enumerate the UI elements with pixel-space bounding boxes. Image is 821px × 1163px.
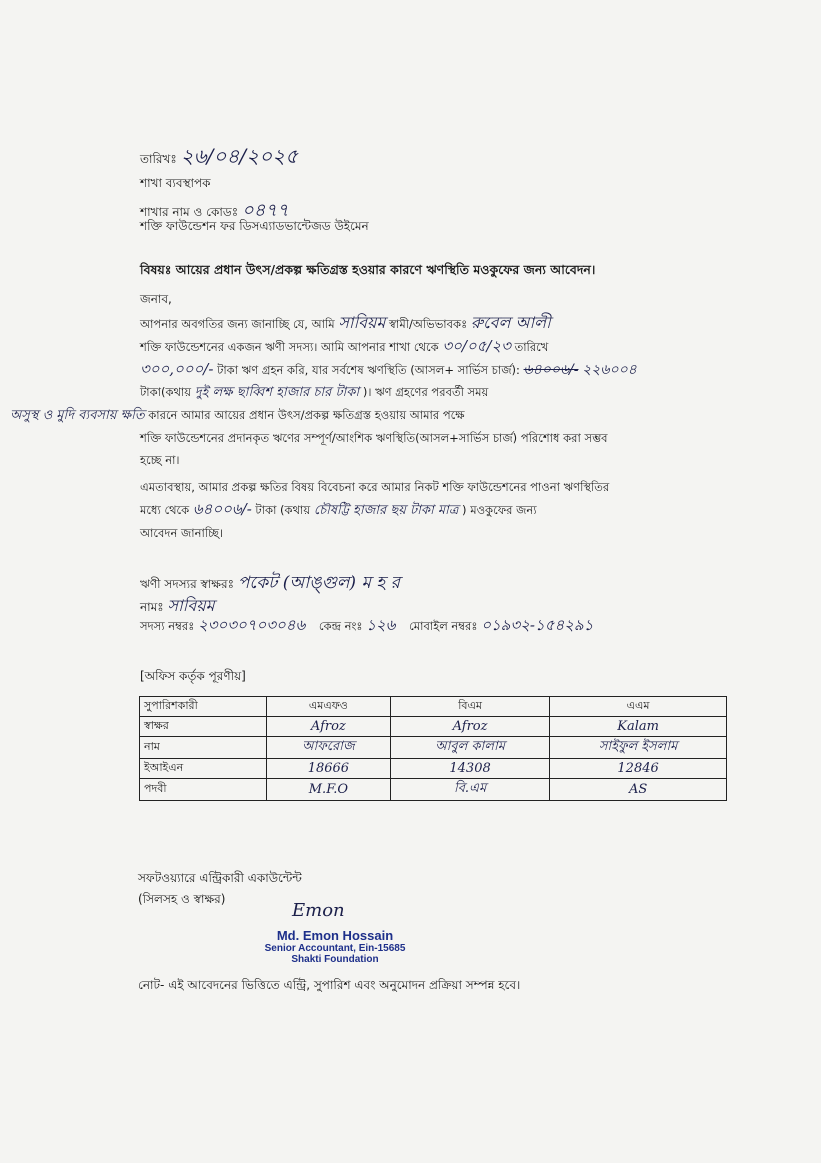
p2-text-b: মধ্যে থেকে — [140, 503, 190, 517]
branch-code: ০৪৭৭ — [241, 200, 289, 221]
p1-text-d: তারিখে — [514, 340, 549, 354]
row-label: ইআইএন — [140, 759, 267, 779]
member-name-handwritten: সাবিয়ম — [338, 313, 386, 332]
table-row — [140, 737, 727, 759]
table-header-row — [140, 697, 727, 717]
center-label: কেন্দ্র নংঃ — [318, 619, 363, 633]
outstanding-corrected: ২২৬০০৪ — [582, 362, 637, 378]
addressee-title: শাখা ব্যবস্থাপক — [140, 176, 211, 190]
loan-date-handwritten: ৩০/০৫/২৩ — [442, 337, 511, 355]
signature-cell: Afroz — [390, 717, 549, 737]
office-table — [139, 696, 727, 801]
center-number: ১২৬ — [366, 616, 396, 634]
designation-cell: M.F.O — [266, 779, 390, 801]
p1-text-h: কারনে আমার আয়ের প্রধান উৎস/প্রকল্প ক্ষতিগ্রস্ত হওয়ায় আমার পক্ষে — [148, 408, 465, 422]
org-name: শক্তি ফাউন্ডেশন ফর ডিসএ্যাডভান্টেজড উইমেন — [140, 219, 369, 233]
body-paragraph-1 — [10, 312, 730, 471]
waive-words-handwritten: চৌষট্টি হাজার ছয় টাকা মাত্র — [313, 503, 459, 518]
table-row — [140, 717, 727, 737]
accountant-signature: Emon — [292, 900, 345, 921]
designation-cell: AS — [550, 779, 727, 801]
row-label: নাম — [140, 737, 267, 759]
p2-text-c: টাকা (কথায় — [255, 503, 311, 517]
p1-text-f: টাকা(কথায় — [140, 385, 192, 399]
waive-amount-handwritten: ৬৪০০৬/- — [192, 500, 252, 518]
p1-text-j: হচ্ছে না। — [140, 453, 180, 467]
p1-text-b: স্বামী/অভিভাবকঃ — [389, 317, 468, 331]
designation-cell: বি.এম — [390, 779, 549, 801]
member-info-line — [140, 614, 593, 639]
loan-amount-handwritten: ৩০০,০০০/- — [140, 360, 214, 378]
mobile-number: ০১৯৩২-১৫৪২৯১ — [481, 616, 594, 634]
row-label: পদবী — [140, 779, 267, 801]
table-row — [140, 759, 727, 779]
ein-cell: 18666 — [266, 759, 390, 779]
subject-line: বিষয়ঃ আয়ের প্রধান উৎস/প্রকল্প ক্ষতিগ্রস্ত হওয়ার কারণে ঋণস্থিতি মওকুফের জন্য আবেদন। — [140, 262, 596, 277]
table-header-cell: বিএম — [390, 697, 549, 717]
p2-text-d: ) মওকুফের জন্য — [462, 503, 537, 517]
member-sign-label: ঋণী সদস্যর স্বাক্ষরঃ — [140, 577, 234, 591]
stamp-org: Shakti Foundation — [291, 954, 379, 965]
table-header-cell: এএম — [550, 697, 727, 717]
name-cell: আবুল কালাম — [390, 737, 549, 759]
accountant-stamp — [240, 928, 430, 965]
ein-cell: 12846 — [550, 759, 727, 779]
date-line — [140, 142, 298, 175]
body-paragraph-2 — [140, 476, 730, 544]
p1-text-i: শক্তি ফাউন্ডেশনের প্রদানকৃত ঋণের সম্পূর্ণ/আংশিক ঋণস্থিতি(আসল+সার্ভিস চার্জ) পরিশোধ করা সম্ভব — [140, 431, 608, 445]
ein-cell: 14308 — [390, 759, 549, 779]
accountant-title: সফটওয়্যারে এন্ট্রিকারী একাউন্টেন্ট — [138, 871, 302, 885]
member-number: ২৩০৩০৭০৩০৪৬ — [197, 616, 306, 634]
signature-cell: Kalam — [550, 717, 727, 737]
member-signature: পকেট (আঙ্গুল) ম হ র — [237, 573, 400, 593]
date-value: ২৬/০৪/২০২৫ — [180, 144, 299, 168]
outstanding-words: দুই লক্ষ ছাব্বিশ হাজার চার টাকা — [194, 385, 360, 400]
table-header-cell: এমএফও — [266, 697, 390, 717]
branch-label: শাখার নাম ও কোডঃ — [140, 205, 239, 219]
p1-text-g: )। ঋণ গ্রহণের পরবর্তী সময় — [362, 385, 489, 399]
p2-text-a: এমতাবস্থায়, আমার প্রকল্প ক্ষতির বিষয় বিবেচনা করে আমার নিকট শক্তি ফাউন্ডেশনের পাওনা ঋণস্থিতির — [140, 480, 610, 494]
member-name: সাবিয়ম — [167, 596, 215, 615]
footer-note: নোট- এই আবেদনের ভিত্তিতে এন্ট্রি, সুপারিশ এবং অনুমোদন প্রক্রিয়া সম্পন্ন হবে। — [138, 978, 521, 992]
stamp-name: Md. Emon Hossain — [276, 928, 394, 943]
p1-text-e: টাকা ঋণ গ্রহন করি, যার সর্বশেষ ঋণস্থিতি (আসল+ সার্ভিস চার্জ): — [217, 363, 520, 377]
signature-cell: Afroz — [266, 717, 390, 737]
accountant-instruction: (সিলসহ ও স্বাক্ষর) — [138, 892, 226, 906]
office-section-label: [অফিস কর্তৃক পূরণীয়] — [140, 669, 246, 683]
member-name-label: নামঃ — [140, 600, 164, 614]
guardian-handwritten: রুবেল আলী — [470, 313, 551, 332]
table-row — [140, 779, 727, 801]
name-cell: সাইফুল ইসলাম — [550, 737, 727, 759]
outstanding-struck: ৬৪০০৬/- — [523, 362, 579, 378]
mobile-label: মোবাইল নম্বরঃ — [409, 619, 478, 633]
table-header-cell: সুপারিশকারী — [140, 697, 267, 717]
name-cell: আফরোজ — [266, 737, 390, 759]
p1-text-a: আপনার অবগতির জন্য জানাচ্ছি যে, আমি — [140, 317, 335, 331]
reason-handwritten: অসুস্থ ও মুদি ব্যবসায় ক্ষতি — [10, 408, 145, 423]
member-number-label: সদস্য নম্বরঃ — [140, 619, 195, 633]
salutation: জনাব, — [140, 292, 172, 306]
date-label: তারিখঃ — [140, 152, 177, 166]
stamp-title: Senior Accountant, Ein-15685 — [264, 943, 406, 954]
row-label: স্বাক্ষর — [140, 717, 267, 737]
p2-text-e: আবেদন জানাচ্ছি। — [140, 526, 224, 540]
p1-text-c: শক্তি ফাউন্ডেশনের একজন ঋণী সদস্য। আমি আপনার শাখা থেকে — [140, 340, 439, 354]
